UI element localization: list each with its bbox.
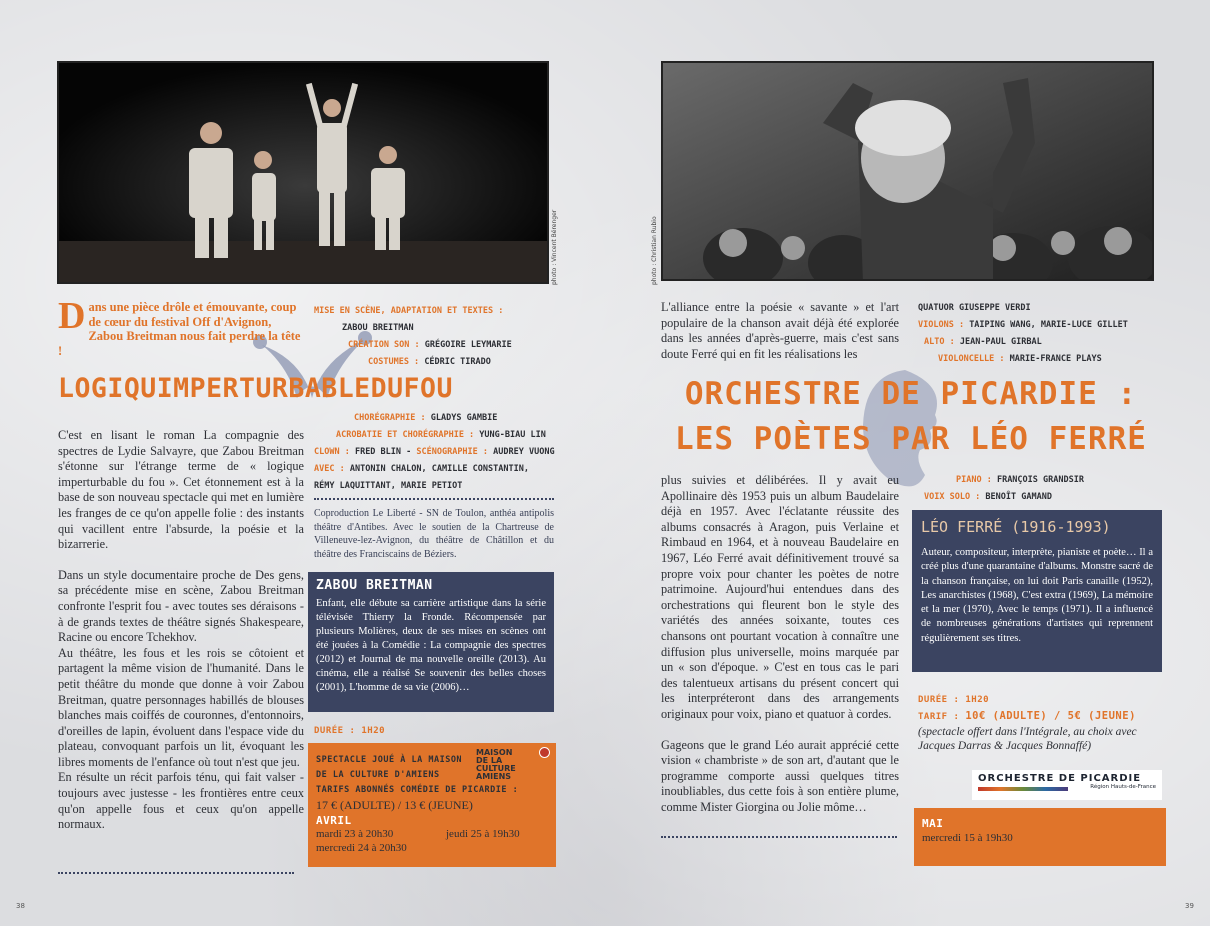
logo-title: ORCHESTRE DE PICARDIE — [978, 773, 1142, 784]
paragraph: Au théâtre, les fous et les rois se côtoient et partagent la même vision de l'humanité. Dans le petit théâtre du monde que donne à voir Zabou Breitman, quatre personnages habillés de blouses blanches mais coiffés de couronnes, d'entonnoirs, d'oreilles de lapin, évoluent dans l'espace vide du plateau, convoquant parfois un lit, évoquant les libres moments de l'enfance où tout n'est que jeu. — [58, 645, 304, 769]
date-item: mercredi 15 à 19h30 — [922, 832, 1013, 844]
credit-role: AVEC : — [314, 464, 345, 474]
date-item: mercredi 24 à 20h30 — [316, 842, 407, 854]
bio-text: Auteur, compositeur, interprète, pianiste et poète… Il a créé plus d'une quarantaine d'albums. Monstre sacré de la chanson française, on lui doit Paris canaille (1952), Les anarchistes (1968), C'est extra (1969), La mémoire et la mer (1970), Avec le temps (1971). Il a influencé de nombreuses générations d'artistes qui reprennent régulièrement ses titres. — [921, 547, 1153, 644]
stage-photo — [57, 61, 549, 284]
credit-role: VIOLONCELLE : — [938, 354, 1005, 364]
coproduction-note: Coproduction Le Liberté - SN de Toulon, anthéa antipolis théâtre d'Antibes. Avec le soutien de la Chartreuse de Villeneuve-lez-Avignon, du théâtre de Châtillon et du théâtre des Franciscains de Béziers. — [314, 508, 554, 560]
page-number: 39 — [1185, 902, 1194, 910]
show-title: LOGIQUIMPERTURBABLEDUFOU — [58, 373, 453, 404]
duration — [314, 726, 385, 736]
article-body — [58, 428, 304, 833]
credit-name: FRANÇOIS GRANDSIR — [996, 475, 1084, 485]
duration-label: DURÉE : — [314, 726, 356, 736]
credit-role: CRÉATION SON : — [348, 340, 420, 350]
intro-block — [58, 295, 303, 358]
credit-name: GRÉGOIRE LEYMARIE — [424, 340, 512, 350]
concert-title — [661, 372, 1161, 462]
intro-text: ans une pièce drôle et émouvante, coup de cœur du festival Off d'Avignon, Zabou Breitman nous fait perdre la tête ! — [58, 300, 301, 358]
intro-paragraph: L'alliance entre la poésie « savante » et l'art populaire de la chanson avait déjà été explorée dans les années d'après-guerre, mais c'est sans doute Ferré qui en fit les réalisations les — [661, 300, 899, 361]
photo-credit: photo : Christian Rubio — [651, 216, 658, 285]
paragraph: C'est en lisant le roman La compagnie des spectres de Lydie Salvayre, que Zabou Breitman s'étonne sur l'étrange terme de « logique imperturbable du fou ». Cet étonnement est à la base de son nouveau spectacle qui met en lumière les franges de ce qu'on appelle folie : des instants qui vacillent entre l'absurde, la poésie et la bizarrerie. — [58, 428, 304, 552]
credit-name: ANTONIN CHALON, CAMILLE CONSTANTIN, — [349, 464, 529, 474]
tariff-value: 17 € (ADULTE) / 13 € (JEUNE) — [316, 798, 473, 812]
credit-name: MARIE-FRANCE PLAYS — [1009, 354, 1102, 364]
color-strip — [978, 787, 1068, 791]
month-label: MAI — [922, 817, 944, 830]
credit-name: ZABOU BREITMAN — [342, 323, 414, 333]
page-number: 38 — [16, 902, 25, 910]
credit-name: AUDREY VUONG — [493, 447, 555, 457]
duration-value: 1H20 — [361, 726, 386, 736]
date-item: jeudi 25 à 19h30 — [446, 828, 520, 840]
footer-divider — [58, 872, 294, 874]
credit-role: MISE EN SCÈNE, ADAPTATION ET TEXTES : — [314, 306, 504, 316]
ticket-info — [918, 692, 1158, 753]
credit-role: SCÉNOGRAPHIE : — [416, 447, 489, 457]
credit-role: PIANO : — [956, 475, 992, 485]
date-item: mardi 23 à 20h30 — [316, 828, 394, 840]
tariff-label: TARIF : — [918, 712, 960, 722]
credit-role: VIOLONS : — [918, 320, 965, 330]
credit-name: JEAN-PAUL GIRBAL — [959, 337, 1042, 347]
venue-box — [308, 743, 556, 867]
credit-name: TAIPING WANG, MARIE-LUCE GILLET — [969, 320, 1128, 330]
bio-title: ZABOU BREITMAN — [316, 578, 433, 593]
credit-role: ACROBATIE ET CHORÉGRAPHIE : — [336, 430, 475, 440]
title-line: ORCHESTRE DE PICARDIE : — [684, 376, 1138, 412]
bio-text: Enfant, elle débute sa carrière artistique dans la série télévisée Thierry la Fronde. Récompensée par plusieurs Molières, deux de ses mises en scènes ont été jouées à la Comédie : La compagnie des spectres (2012) et Journal de ma nouvelle oreille (2013). Au cinéma, elle a réalisé Se souvenir des belles choses (2001), L'homme de sa vie (2006)… — [316, 598, 546, 693]
conductor-photo — [661, 61, 1154, 281]
divider — [314, 498, 554, 500]
paragraph: Gageons que le grand Léo aurait apprécié cette vision « chambriste » de son art, d'autant que le programme comporte aussi quelques titres inoubliables, dus cette fois à son entière plume, comme Mister Giorgina ou Jolie môme… — [661, 737, 899, 814]
tariff-value: 10€ (ADULTE) / 5€ (JEUNE) — [965, 710, 1136, 722]
paragraph: plus suivies et délibérées. Il y avait eu Apollinaire dès 1953 puis un album Baudelaire déjà en 1957. Avec l'éclatante réussite des albums consacrés à Aragon, puis Verlaine et Rimbaud en 1964, et à nouveau Baudelaire en 1967, Léo Ferré avait définitivement trouvé sa propre voix pour chanter les poètes de notre patrimoine. Aujourd'hui entendues dans des orchestrations qui fleurent bon le style des variétés des années soixante, toutes ces chansons ont pourtant vocation à connaître une diffusion plus universelle, moins marquée par un « son d'époque. » C'est en tous cas le pari des talentueux artisans du présent concert qui les interpréteront dans des arrangements originaux pour voix, piano et quatuor à cordes. — [661, 473, 899, 721]
credits-bottom — [918, 472, 1158, 506]
credit-role: VOIX SOLO : — [924, 492, 981, 502]
credits-top — [314, 303, 554, 371]
credit-role: ALTO : — [924, 337, 955, 347]
date-box — [914, 808, 1166, 866]
photo-credit: photo : Vincent Bérenger — [551, 209, 558, 285]
logo-line: MAISON — [476, 748, 513, 757]
bio-box — [308, 572, 554, 712]
credit-name: YUNG-BIAU LIN — [479, 430, 546, 440]
logo-line: CULTURE — [476, 764, 516, 773]
footer-divider — [661, 836, 897, 838]
credit-name: RÉMY LAQUITTANT, MARIE PETIOT — [314, 481, 463, 491]
bio-box — [912, 510, 1162, 672]
credits-bottom — [314, 410, 559, 495]
location-pin-icon — [539, 747, 550, 758]
paragraph: En résulte un récit parfois ténu, qui fait valser - toujours avec justesse - les frontières entre ceux qu'on appelle fous et ceux qu'on appelle normaux. — [58, 770, 304, 832]
paragraph: Dans un style documentaire proche de Des gens, sa précédente mise en scène, Zabou Breitman confronte l'esprit fou - avec toutes ses déraisons - à de grands textes de théâtre signés Shakespeare, Racine ou encore Tchekhov. — [58, 567, 304, 645]
article-body — [661, 473, 899, 815]
logo-line: AMIENS — [476, 772, 512, 781]
credit-name: GLADYS GAMBIE — [430, 413, 498, 423]
orchestre-logo — [972, 770, 1162, 800]
duration-value: 1H20 — [965, 695, 990, 705]
credit-name: QUATUOR GIUSEPPE VERDI — [918, 303, 1031, 313]
credit-role: COSTUMES : — [368, 357, 420, 367]
credit-name: BENOÎT GAMAND — [985, 492, 1052, 502]
venue-line-2: DE LA CULTURE D'AMIENS — [316, 770, 440, 780]
duration-label: DURÉE : — [918, 695, 960, 705]
logo-line: DE LA — [476, 756, 503, 765]
credit-role: CHORÉGRAPHIE : — [354, 413, 426, 423]
logo-subtitle: Région Hauts-de-France — [1090, 784, 1156, 790]
maison-culture-logo — [476, 749, 550, 781]
bio-title: LÉO FERRÉ (1916-1993) — [921, 518, 1111, 536]
credits-top — [918, 300, 1158, 368]
credit-role: CLOWN : — [314, 447, 350, 457]
month-label: AVRIL — [316, 814, 352, 827]
credit-name: CÉDRIC TIRADO — [424, 357, 491, 367]
drop-cap: D — [58, 295, 86, 337]
credit-name: FRED BLIN - — [354, 447, 417, 457]
title-line: LES POÈTES PAR LÉO FERRÉ — [675, 421, 1147, 457]
tariff-note: (spectacle offert dans l'Intégrale, au choix avec Jacques Darras & Jacques Bonnaffé) — [918, 726, 1137, 752]
tariff-label: TARIFS ABONNÉS COMÉDIE DE PICARDIE : — [316, 785, 519, 795]
venue-line-1: SPECTACLE JOUÉ À LA MAISON — [316, 755, 463, 765]
